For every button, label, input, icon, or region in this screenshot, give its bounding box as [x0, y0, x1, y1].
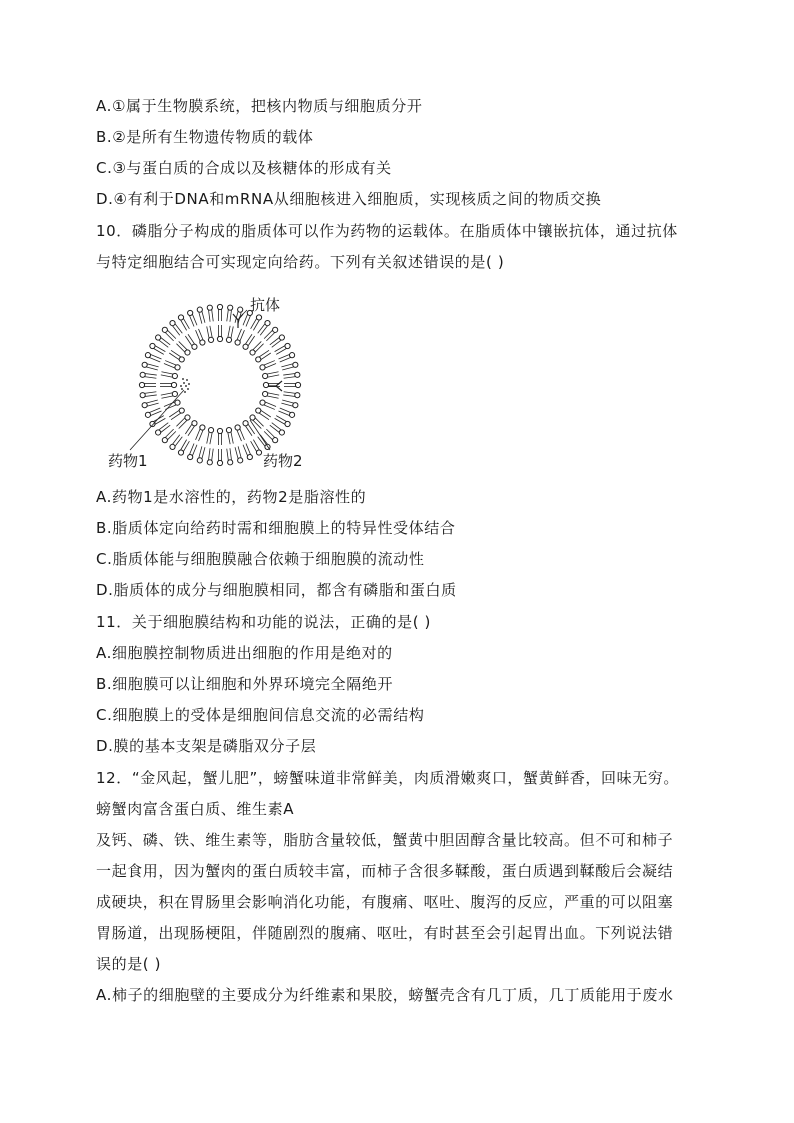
q11-option-c: C.细胞膜上的受体是细胞间信息交流的必需结构: [96, 706, 425, 724]
liposome-diagram: [100, 290, 340, 475]
q9-option-a: A.①属于生物膜系统，把核内物质与细胞质分开: [96, 97, 423, 115]
q11-stem: 11．关于细胞膜结构和功能的说法，正确的是( ): [96, 613, 431, 631]
q10-option-d: D.脂质体的成分与细胞膜相同，都含有磷脂和蛋白质: [96, 581, 457, 599]
antibody-label: 抗体: [250, 296, 281, 314]
q9-option-c: C.③与蛋白质的合成以及核糖体的形成有关: [96, 159, 392, 177]
liposome-figure: [100, 290, 340, 475]
q11-option-a: A.细胞膜控制物质进出细胞的作用是绝对的: [96, 644, 393, 662]
q10-option-c: C.脂质体能与细胞膜融合依赖于细胞膜的流动性: [96, 550, 425, 568]
drug2-label: 药物2: [263, 452, 303, 470]
q12-stem-line-1: 12．“金风起，蟹儿肥”，螃蟹味道非常鲜美，肉质滑嫩爽口，蟹黄鲜香，回味无穷。: [96, 769, 680, 787]
q10-option-b: B.脂质体定向给药时需和细胞膜上的特异性受体结合: [96, 519, 456, 537]
q12-stem-line-4: 一起食用，因为蟹肉的蛋白质较丰富，而柿子含很多鞣酸，蛋白质遇到鞣酸后会凝结: [96, 862, 674, 880]
q9-option-d: D.④有利于DNA和mRNA从细胞核进入细胞质，实现核质之间的物质交换: [96, 190, 602, 208]
q10-option-a: A.药物1是水溶性的，药物2是脂溶性的: [96, 488, 367, 506]
antibody-icon: [233, 314, 282, 391]
inner-phospholipid-layer: [160, 325, 280, 445]
drug1-particles: [180, 378, 190, 393]
q12-stem-line-6: 胃肠道，出现肠梗阻，伴随剧烈的腹痛、呕吐，有时甚至会引起胃出血。下列说法错: [96, 924, 674, 942]
q12-stem-line-5: 成硬块，积在胃肠里会影响消化功能，有腹痛、呕吐、腹泻的反应，严重的可以阻塞: [96, 893, 674, 911]
drug1-leader-line: [130, 390, 184, 450]
q10-stem-line-1: 10．磷脂分子构成的脂质体可以作为药物的运载体。在脂质体中镶嵌抗体，通过抗体: [96, 222, 678, 240]
q12-stem-line-7: 误的是( ): [96, 955, 162, 973]
q9-option-b: B.②是所有生物遗传物质的载体: [96, 128, 314, 146]
q12-stem-line-2: 螃蟹肉富含蛋白质、维生素A: [96, 800, 295, 818]
q11-option-d: D.膜的基本支架是磷脂双分子层: [96, 737, 317, 755]
drug1-label: 药物1: [108, 452, 148, 470]
q12-stem-line-3: 及钙、磷、铁、维生素等，脂肪含量较低，蟹黄中胆固醇含量比较高。但不可和柿子: [96, 831, 674, 849]
q10-stem-line-2: 与特定细胞结合可实现定向给药。下列有关叙述错误的是( ): [96, 253, 505, 271]
q12-option-a: A.柿子的细胞壁的主要成分为纤维素和果胶，螃蟹壳含有几丁质，几丁质能用于废水: [96, 986, 674, 1004]
q11-option-b: B.细胞膜可以让细胞和外界环境完全隔绝开: [96, 675, 394, 693]
